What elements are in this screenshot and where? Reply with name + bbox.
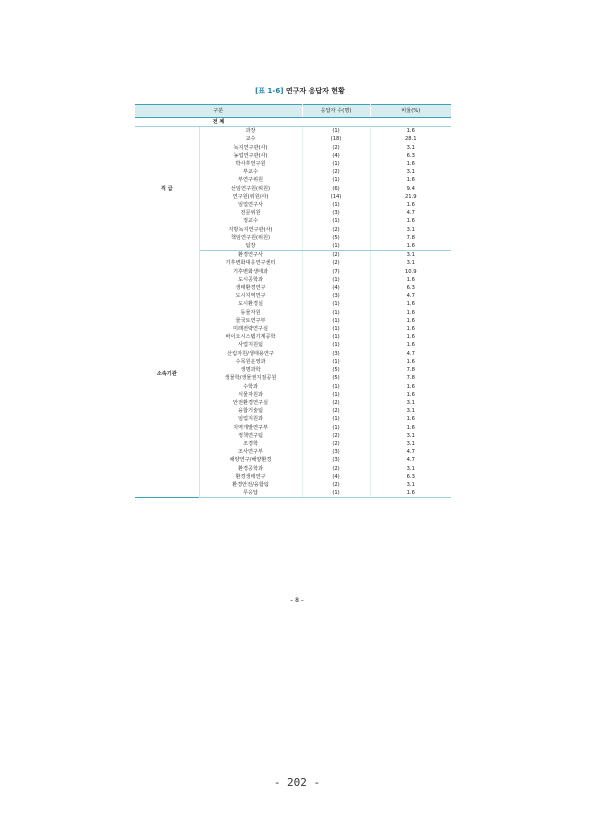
- row-count: (1): [302, 391, 370, 399]
- group-label: 소속기관: [135, 251, 199, 498]
- row-count: (1): [302, 341, 370, 349]
- row-subcategory: 박사후연구원: [199, 160, 302, 168]
- total-row: [135, 118, 451, 127]
- row-count: (1): [302, 242, 370, 251]
- row-ratio: 7.8: [406, 367, 415, 374]
- page-number: - 202 -: [273, 776, 321, 789]
- row-count: (2): [302, 226, 370, 234]
- row-subcategory: 지역개발연구부: [199, 424, 302, 432]
- row-ratio: 1.6: [370, 489, 451, 498]
- row-subcategory: 교수: [199, 135, 302, 143]
- row-count: (1): [302, 176, 370, 184]
- header-category: 구분: [135, 105, 302, 118]
- row-subcategory: 부교수: [199, 168, 302, 176]
- row-ratio: 3.1: [406, 481, 415, 488]
- row-count: (3): [302, 448, 370, 456]
- table-caption: [140, 86, 460, 96]
- row-count: (4): [302, 473, 370, 481]
- row-subcategory: 지방녹지연구관(사): [199, 226, 302, 234]
- row-count: (5): [302, 374, 370, 382]
- total-ratio: [370, 118, 451, 127]
- row-count: (14): [302, 193, 370, 201]
- row-ratio: 3.1: [406, 432, 415, 439]
- row-count: (2): [302, 259, 370, 267]
- row-count: (2): [302, 440, 370, 448]
- row-count: (1): [302, 358, 370, 366]
- row-count: (2): [302, 251, 370, 260]
- row-ratio: 1.6: [406, 334, 415, 341]
- row-subcategory: 사업지원팀: [199, 341, 302, 349]
- row-count: (1): [302, 383, 370, 391]
- table-row: [135, 127, 451, 136]
- row-count: (18): [302, 135, 370, 143]
- row-subcategory: 수목원운영과: [199, 358, 302, 366]
- row-subcategory: 기후변화대응연구센터: [199, 259, 302, 267]
- row-ratio: 9.4: [406, 185, 415, 192]
- row-subcategory: 동물자원: [199, 309, 302, 317]
- row-ratio: 21.9: [404, 193, 417, 200]
- row-ratio: 4.7: [406, 210, 415, 217]
- row-count: (1): [302, 217, 370, 225]
- row-subcategory: 바이오시스템기계공학: [199, 333, 302, 341]
- respondent-table: [135, 104, 451, 498]
- row-ratio: 10.9: [404, 268, 417, 275]
- row-count: (3): [302, 350, 370, 358]
- row-count: (1): [302, 160, 370, 168]
- row-ratio: 1.6: [406, 128, 415, 135]
- row-ratio: 1.6: [406, 326, 415, 333]
- row-count: (3): [302, 456, 370, 464]
- row-ratio: 3.1: [406, 440, 415, 447]
- row-ratio: 1.6: [406, 358, 415, 365]
- row-ratio: 4.7: [406, 293, 415, 300]
- row-ratio: 1.6: [406, 424, 415, 431]
- row-subcategory: 식물자원과: [199, 391, 302, 399]
- row-count: (1): [302, 201, 370, 209]
- table-header-row: [135, 105, 451, 118]
- row-ratio: 1.6: [406, 309, 415, 316]
- row-subcategory: 선임연구원(위원): [199, 185, 302, 193]
- row-count: (1): [302, 489, 370, 498]
- row-subcategory: 책임연구원(위원): [199, 234, 302, 242]
- row-ratio: 3.1: [406, 408, 415, 415]
- row-count: (3): [302, 209, 370, 217]
- row-subcategory: 전문위원: [199, 209, 302, 217]
- row-count: (2): [302, 432, 370, 440]
- row-subcategory: 조사연구부: [199, 448, 302, 456]
- row-ratio: 3.1: [406, 260, 415, 267]
- row-ratio: 6.3: [406, 473, 415, 480]
- row-subcategory: 환경공학과: [199, 465, 302, 473]
- row-subcategory: 과장: [199, 127, 302, 136]
- row-subcategory: 물국토연구부: [199, 317, 302, 325]
- row-subcategory: 안전환경연구실: [199, 399, 302, 407]
- row-count: (1): [302, 309, 370, 317]
- header-count: 응답자 수(명): [302, 105, 370, 118]
- row-subcategory: 환경생태연구: [199, 473, 302, 481]
- row-count: (3): [302, 292, 370, 300]
- row-subcategory: 농업연구관(사): [199, 152, 302, 160]
- row-subcategory: 해양연구/해양환경: [199, 456, 302, 464]
- row-subcategory: 수학과: [199, 383, 302, 391]
- table-row: [135, 251, 451, 260]
- row-subcategory: 기후변화생태과: [199, 268, 302, 276]
- row-count: (1): [302, 325, 370, 333]
- row-ratio: 1.6: [406, 177, 415, 184]
- total-count: [302, 118, 370, 127]
- row-count: (1): [302, 317, 370, 325]
- row-ratio: 1.6: [370, 242, 451, 251]
- row-count: (1): [302, 333, 370, 341]
- row-count: (2): [302, 481, 370, 489]
- row-count: (4): [302, 152, 370, 160]
- group-label: 직 급: [135, 127, 199, 251]
- row-subcategory: 산림자원/생태용연구: [199, 350, 302, 358]
- row-ratio: 6.3: [406, 285, 415, 292]
- inner-page-number: – 8 –: [290, 597, 304, 604]
- table-number: [표 1-6]: [255, 87, 284, 95]
- row-count: (1): [302, 276, 370, 284]
- row-subcategory: 미래전략연구실: [199, 325, 302, 333]
- row-subcategory: 녹지연구관(사): [199, 144, 302, 152]
- row-subcategory: 도시공학과: [199, 276, 302, 284]
- row-ratio: 1.6: [406, 301, 415, 308]
- row-ratio: 1.6: [406, 391, 415, 398]
- row-ratio: 1.6: [406, 202, 415, 209]
- row-ratio: 3.1: [406, 226, 415, 233]
- row-ratio: 3.1: [406, 399, 415, 406]
- table-title: 연구자 응답자 현황: [285, 87, 345, 95]
- row-subcategory: 생태환경연구: [199, 284, 302, 292]
- row-subcategory: 연구원(위원/사): [199, 193, 302, 201]
- row-ratio: 7.8: [406, 234, 415, 241]
- row-count: (1): [302, 424, 370, 432]
- row-subcategory: 정교수: [199, 217, 302, 225]
- row-subcategory: 임업연구사: [199, 201, 302, 209]
- row-subcategory: 도시환경실: [199, 300, 302, 308]
- row-count: (2): [302, 407, 370, 415]
- row-ratio: 3.1: [406, 465, 415, 472]
- row-ratio: 1.6: [406, 383, 415, 390]
- row-count: (1): [302, 415, 370, 423]
- table-body: [135, 118, 451, 498]
- row-count: (5): [302, 366, 370, 374]
- row-ratio: 3.1: [406, 252, 415, 259]
- row-subcategory: 환경안전/융합팀: [199, 481, 302, 489]
- row-count: (2): [302, 168, 370, 176]
- row-count: (2): [302, 144, 370, 152]
- row-count: (5): [302, 234, 370, 242]
- row-ratio: 1.6: [406, 416, 415, 423]
- row-count: (6): [302, 185, 370, 193]
- row-ratio: 1.6: [406, 161, 415, 168]
- row-count: (7): [302, 268, 370, 276]
- row-count: (1): [302, 127, 370, 136]
- row-subcategory: 부연구위원: [199, 176, 302, 184]
- row-count: (2): [302, 465, 370, 473]
- row-subcategory: 정책연구팀: [199, 432, 302, 440]
- row-ratio: 1.6: [406, 218, 415, 225]
- row-ratio: 28.1: [404, 136, 417, 143]
- row-ratio: 3.1: [406, 169, 415, 176]
- row-subcategory: 임업지원과: [199, 415, 302, 423]
- row-count: (1): [302, 300, 370, 308]
- row-subcategory: 생물학/생물권지질공원: [199, 374, 302, 382]
- row-subcategory: 환경연구사: [199, 251, 302, 260]
- row-ratio: 7.8: [406, 375, 415, 382]
- row-ratio: 4.7: [406, 457, 415, 464]
- row-ratio: 1.6: [406, 342, 415, 349]
- row-ratio: 3.1: [406, 144, 415, 151]
- row-ratio: 1.6: [406, 276, 415, 283]
- row-ratio: 4.7: [406, 350, 415, 357]
- total-label: 전 체: [135, 118, 302, 127]
- row-count: (2): [302, 399, 370, 407]
- row-subcategory: 생명과학: [199, 366, 302, 374]
- row-subcategory: 팀장: [199, 242, 302, 251]
- row-ratio: 1.6: [406, 317, 415, 324]
- row-subcategory: 조경학: [199, 440, 302, 448]
- row-subcategory: 융합기술팀: [199, 407, 302, 415]
- row-subcategory: 도시지역연구: [199, 292, 302, 300]
- row-count: (4): [302, 284, 370, 292]
- header-ratio: 비율(%): [370, 105, 451, 118]
- row-ratio: 6.3: [406, 152, 415, 159]
- row-subcategory: 무응답: [199, 489, 302, 498]
- row-ratio: 4.7: [406, 449, 415, 456]
